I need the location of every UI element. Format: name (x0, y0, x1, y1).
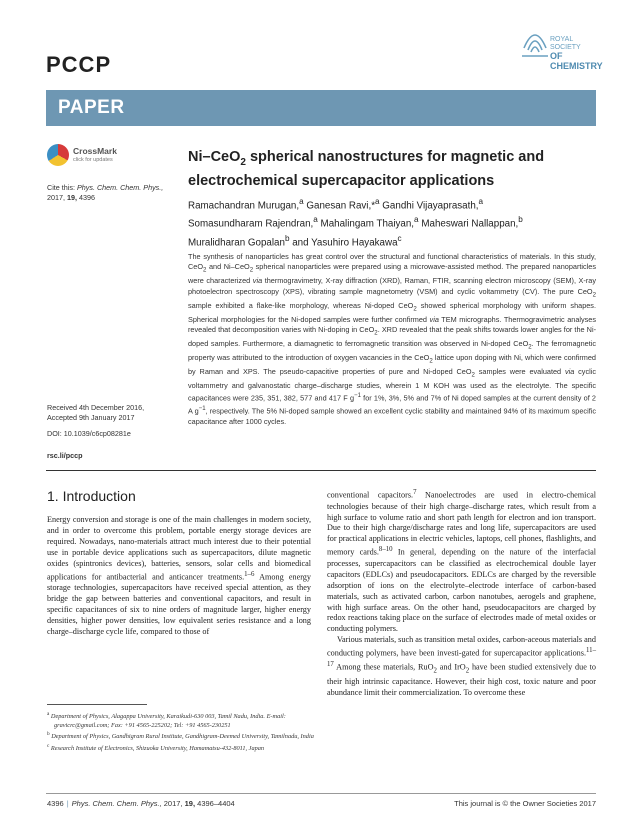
rsc-line1: ROYAL SOCIETY (550, 36, 581, 51)
author-line-1: Ramachandran Murugan,$^a$ Ganesan Ravi,*$^a$ Gandhi Vijayaprasath,$^a$ (188, 197, 484, 212)
crossmark-label: CrossMark (73, 146, 117, 156)
intro-paragraph-3: Various materials, such as transition metal oxides, carbon-aceous materials and conducting polymers, have been investi-gated for supercapacitor applications.$^{11-17}$ Among these materials, RuO$_2$ and IrO$_2$ have been studied extensively due to their high intrinsic capacitance. However, their high cost, toxic nature and poor abundance limit their commercialization. To overcome these (327, 635, 596, 697)
intro-paragraph-2: conventional capacitors.$^7$ Nanoelectrodes are used in electro-chemical technologies because of their high charge–discharge rates, which result from a high surface to volume ratio and short path length for electron and ion transport. Due to their high charge/discharge rates and long life, supercapacitors are used for practical applications in electric vehicles, laptops, cell phones, flashlights, and memory cards.$^{8-10}$ In general, depending on the nature of the interfacial processes, supercapacitors can be classified as electrochemical double layer capacitors (EDLCs) and pseudocapacitors. EDLCs are charged by the reversible adsorption of ions on the electrolyte–electrode interface of carbon-based materials, such as activated carbon, carbon nanotubes, aerogels and graphene, with high surface areas. On the other hand, pseudocapacitors are charged by redox reactions taking place on the surface of electrodes made of metal oxides or conducting polymers. (327, 489, 597, 634)
crossmark-sub: click for updates (73, 157, 113, 163)
footnote-a: $^a$ Department of Physics, Alagappa University, Karaikudi-630 003, Tamil Nadu, India. E-mail: gravicrc@gmail.com; Fax: +91 4565-225202; Tel: +91 4565-230251 (47, 711, 286, 729)
footer-citation: 4396 | Phys. Chem. Chem. Phys., 2017, 19, 4396–4404 (47, 799, 235, 808)
article-type-band (46, 90, 596, 126)
author-line-2: Somasundharam Rajendran,$^a$ Mahalingam Thaiyan,$^a$ Maheswari Nallappan,$^b$ (188, 215, 523, 230)
rsc-emblem-icon (520, 18, 550, 62)
footnote-c: $^c$ Research Institute of Electronics, Shizuoka University, Hamamatsu-432-8011, Japan (47, 742, 265, 752)
journal-url[interactable]: rsc.li/pccp (47, 451, 83, 460)
rsc-line2: OF CHEMISTRY (550, 51, 603, 71)
rsc-logo (520, 18, 602, 80)
crossmark-icon (47, 144, 69, 166)
received-date: Received 4th December 2016, (47, 403, 145, 412)
article-dates (47, 403, 144, 423)
footnote-rule (47, 704, 147, 705)
crossmark-badge[interactable] (47, 144, 139, 168)
affiliation-footnotes (47, 710, 315, 753)
cite-this: Cite this: Phys. Chem. Chem. Phys., 2017, 19, 4396 (47, 183, 164, 202)
intro-paragraph-1: Energy conversion and storage is one of the main challenges in modern society, and in order to overcome this problem, portable energy storage devices are required. Nowadays, nano-materials attract much interest due to their potential use in portable device applications such as supercapacitors, dilute magnetic oxides (spintronics devices), batteries, sensors, solar cells and biomedical applications for antibacterial and anticancer treatments.$^{1-6}$ Among energy storage technologies, supercapacitors have received special attention, as they bridge the gap between batteries and conventional capacitors, and result in specific capacitances of six to nine orders of magnitude larger, higher energy densities, higher power densities, low equivalent series resistance and a long charge–discharge cycle life, compared to those of (47, 515, 311, 636)
footnote-b: $^b$ Department of Physics, Gandhigram Rural Institute, Gandhigram-Deemed University, Tamilnadu, India (47, 731, 314, 741)
article-title: Ni–CeO$_2$ spherical nanostructures for magnetic and electrochemical supercapacitor applications (188, 149, 545, 189)
accepted-date: Accepted 9th January 2017 (47, 413, 135, 422)
author-line-3: Muralidharan Gopalan$^b$ and Yasuhiro Hayakawa$^c$ (188, 233, 402, 248)
footer-rule (46, 793, 596, 794)
article-type: PAPER (58, 97, 125, 118)
author-list (188, 195, 608, 250)
intro-column-1 (47, 515, 311, 638)
journal-name: PCCP (46, 52, 112, 77)
abstract: The synthesis of nanoparticles has great control over the structural and functional characteristics of materials. In this study, CeO$_2$ and Ni–CeO$_2$ spherical nanoparticles were prepared using a microwave-assisted method. The prepared nanoparticles were characterized via thermogravimetry, X-ray diffraction (XRD), Raman, FTIR, scanning electron microscopy (SEM), X-ray photoelectron spectroscopy (XPS), vibrating sample magnetometry (VSM) and cyclic voltammetry (CV). The pure CeO$_2$ sample exhibited a flake-like morphology, whereas Ni-doped CeO$_2$ showed spherical morphology with uniform shapes. Spherical morphologies for the Ni-doped samples were further confirmed via TEM micrographs. Thermogravimetric analyses revealed that decomposition varies with Ni-doping in CeO$_2$. XRD revealed that the peak shifts towards lower angles for the Ni-doped samples. Furthermore, a diamagnetic to ferromagnetic transition was observed in Ni-doped CeO$_2$. The ferromagnetic property was attributed to the introduction of oxygen vacancies in the CeO$_2$ lattice upon doping with Ni, which were confirmed by Raman and XPS. The pseudo-capacitive properties of pure and Ni-doped CeO$_2$ samples were evaluated via cyclic voltammetry and galvanostatic charge–discharge studies, wherein 1 M KOH was used as the electrolyte. The specific capacitances were 235, 351, 382, 577 and 417 F $g^{-1}$ for 1%, 3%, 5% and 7% of Ni doped samples at the current density of 2 A $g^{-1}$, respectively. The 5% Ni-doped sample showed an excellent cyclic stability and maintained 94% of its maximum specific capacitance after 1000 cycles. (188, 252, 597, 426)
doi[interactable]: DOI: 10.1039/c6cp08281e (47, 429, 131, 438)
section-heading: 1. Introduction (47, 488, 136, 504)
footer-copyright: This journal is © the Owner Societies 2017 (454, 799, 596, 808)
intro-column-2 (327, 488, 596, 699)
section-divider (46, 470, 596, 471)
